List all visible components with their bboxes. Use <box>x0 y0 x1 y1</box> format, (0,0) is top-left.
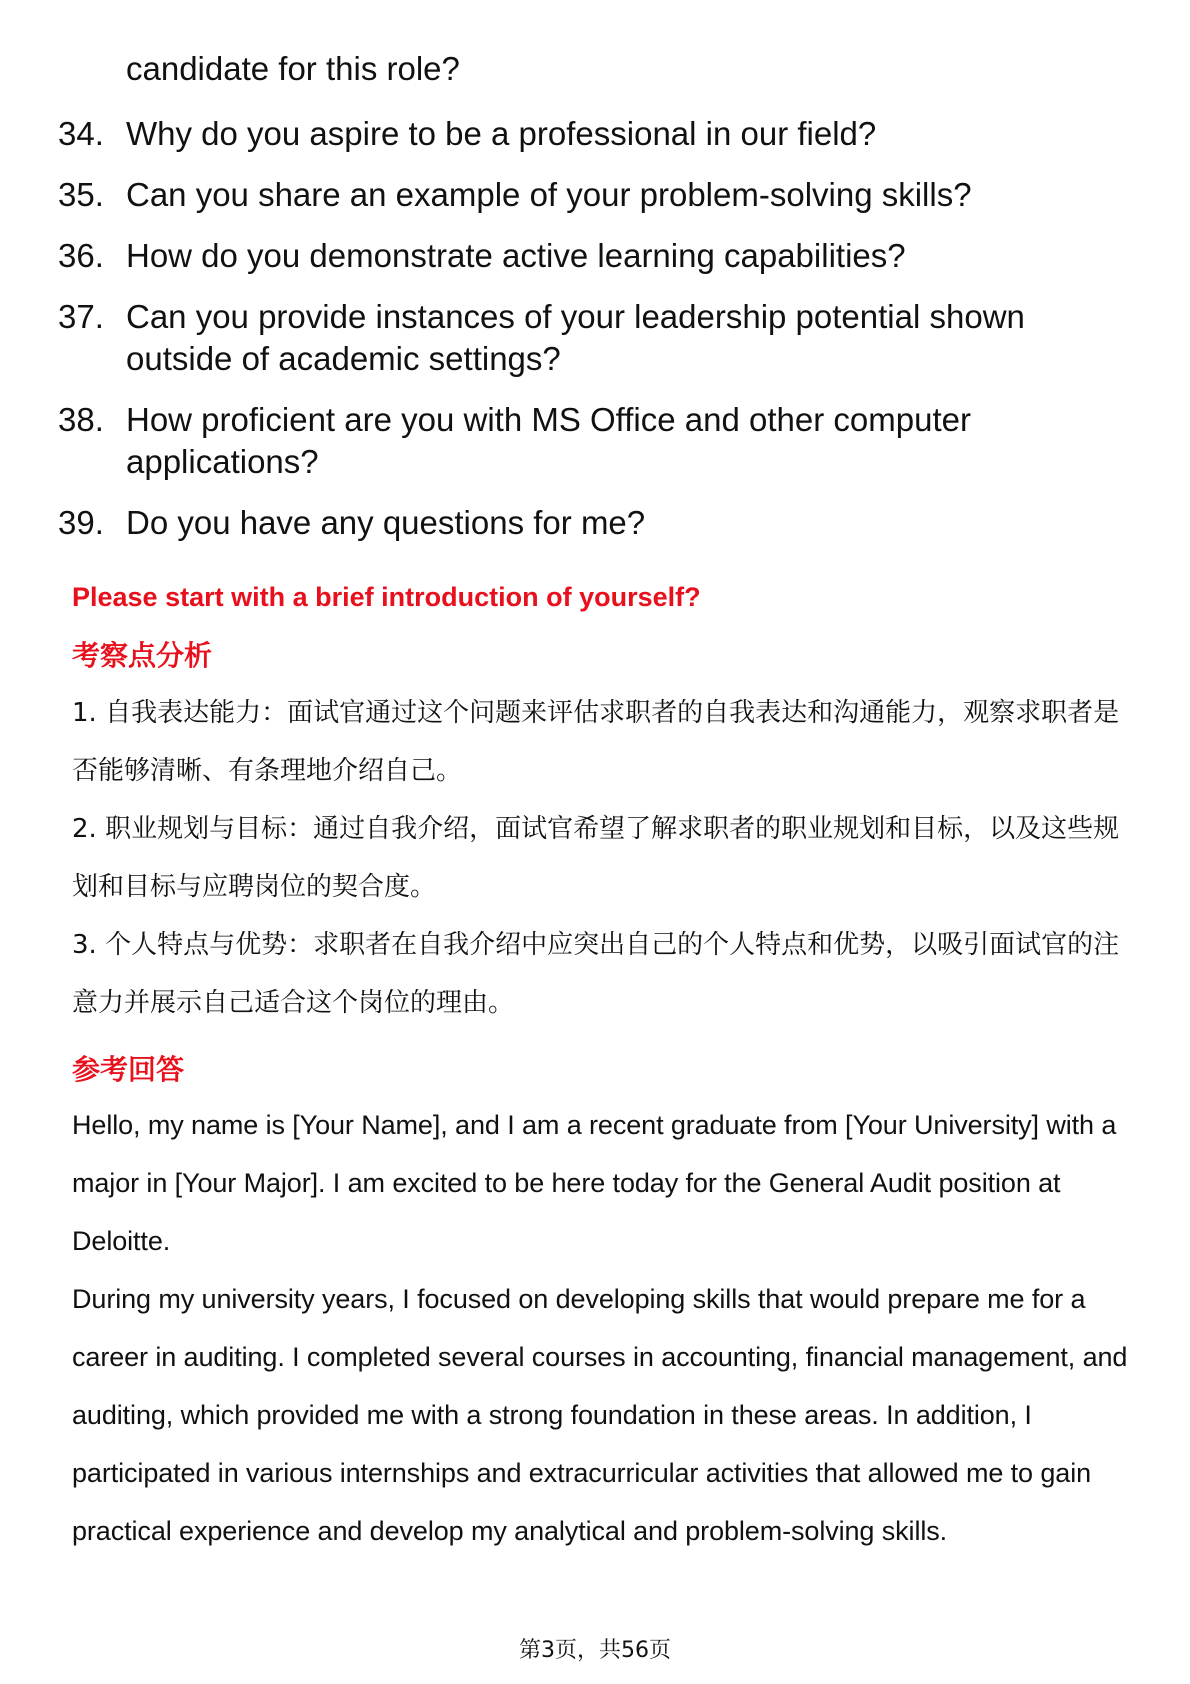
question-number: 34. <box>58 115 104 152</box>
question-item <box>58 235 1118 277</box>
question-item <box>58 399 1118 483</box>
question-text: How do you demonstrate active learning capabilities? <box>126 237 906 274</box>
question-list <box>58 113 1118 563</box>
question-item <box>58 174 1118 216</box>
question-text: Can you share an example of your problem-solving skills? <box>126 176 972 213</box>
question-item <box>58 502 1118 544</box>
reference-answer-heading: 参考回答 <box>72 1054 185 1085</box>
question-item <box>58 113 1118 155</box>
question-item <box>58 296 1118 380</box>
question-number: 38. <box>58 401 104 438</box>
featured-question-heading: Please start with a brief introduction of yourself? <box>72 582 701 612</box>
question-number: 35. <box>58 176 104 213</box>
reference-answer <box>72 1096 1132 1560</box>
question-text: Can you provide instances of your leadership potential shown outside of academic settings? <box>126 298 1025 377</box>
analysis-point: 3. 个人特点与优势：求职者在自我介绍中应突出自己的个人特点和优势，以吸引面试官的注意力并展示自己适合这个岗位的理由。 <box>72 930 1120 1018</box>
analysis-points <box>72 684 1132 1032</box>
analysis-point: 1. 自我表达能力：面试官通过这个问题来评估求职者的自我表达和沟通能力，观察求职者是否能够清晰、有条理地介绍自己。 <box>72 698 1120 786</box>
answer-paragraph: During my university years, I focused on developing skills that would prepare me for a career in auditing. I completed several courses in accounting, financial management, and auditing, which provided me with a strong foundation in these areas. In addition, I participated in various internships and extracurricular activities that allowed me to gain practical experience and develop my analytical and problem-solving skills. <box>72 1284 1128 1546</box>
question-text: How proficient are you with MS Office and other computer applications? <box>126 401 971 480</box>
question-number: 36. <box>58 237 104 274</box>
question-number: 39. <box>58 504 104 541</box>
page-number-footer: 第3页，共56页 <box>519 1638 671 1663</box>
analysis-point: 2. 职业规划与目标：通过自我介绍，面试官希望了解求职者的职业规划和目标，以及这些规划和目标与应聘岗位的契合度。 <box>72 814 1120 902</box>
question-text: Do you have any questions for me? <box>126 504 646 541</box>
question-continuation: candidate for this role? <box>126 50 460 87</box>
analysis-heading: 考察点分析 <box>72 640 213 671</box>
question-text: Why do you aspire to be a professional in our field? <box>126 115 877 152</box>
answer-paragraph: Hello, my name is [Your Name], and I am a recent graduate from [Your University] with a major in [Your Major]. I am excited to be here today for the General Audit position at Deloitte. <box>72 1110 1117 1256</box>
question-number: 37. <box>58 298 104 335</box>
